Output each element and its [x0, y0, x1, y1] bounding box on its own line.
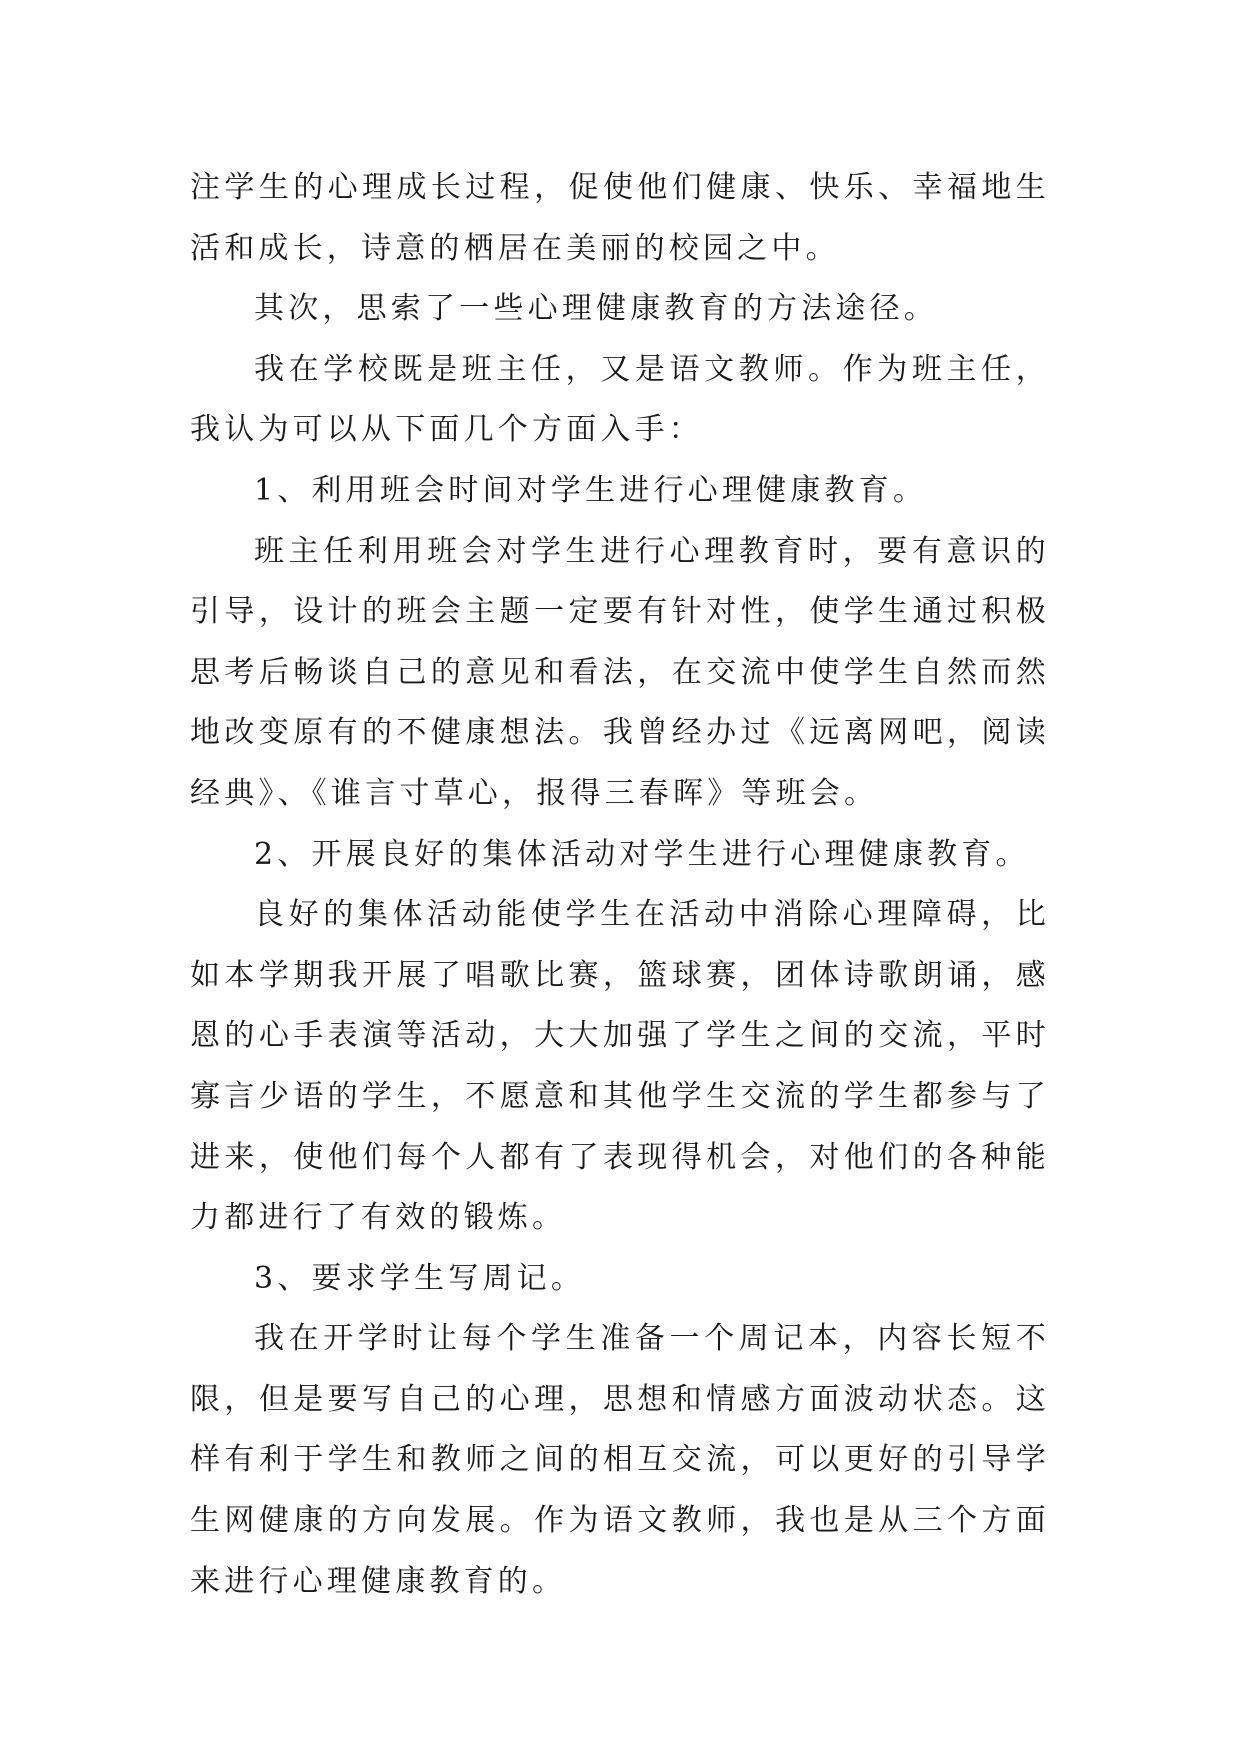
paragraph-item-1-body: 班主任利用班会对学生进行心理教育时，要有意识的引导，设计的班会主题一定要有针对性，使学生通过积极思考后畅谈自己的意见和看法，在交流中使学生自然而然地改变原有的不健康想法。我曾经办过《远离网吧，阅读经典》、《谁言寸草心，报得三春晖》等班会。	[190, 533, 1050, 811]
paragraph-item-1-heading: 1、利用班会时间对学生进行心理健康教育。	[254, 472, 928, 508]
document-body	[190, 158, 1050, 1612]
paragraph-item-3-heading: 3、要求学生写周记。	[254, 1260, 586, 1296]
paragraph-item-2-heading: 2、开展良好的集体活动对学生进行心理健康教育。	[254, 836, 1030, 872]
paragraph-role: 我在学校既是班主任，又是语文教师。作为班主任，我认为可以从下面几个方面入手：	[190, 351, 1050, 448]
paragraph-continuation: 注学生的心理成长过程，促使他们健康、快乐、幸福地生活和成长，诗意的栖居在美丽的校园之中。	[190, 170, 1050, 266]
paragraph-item-3-body: 我在开学时让每个学生准备一个周记本，内容长短不限，但是要写自己的心理，思想和情感方面波动状态。这样有利于学生和教师之间的相互交流，可以更好的引导学生网健康的方向发展。作为语文教师，我也是从三个方面来进行心理健康教育的。	[190, 1321, 1050, 1599]
paragraph-item-2-body: 良好的集体活动能使学生在活动中消除心理障碍，比如本学期我开展了唱歌比赛，篮球赛，团体诗歌朗诵，感恩的心手表演等活动，大大加强了学生之间的交流，平时寡言少语的学生，不愿意和其他学生交流的学生都参与了进来，使他们每个人都有了表现得机会，对他们的各种能力都进行了有效的锻炼。	[190, 897, 1050, 1236]
paragraph-methods-intro: 其次，思索了一些心理健康教育的方法途径。	[254, 291, 938, 327]
